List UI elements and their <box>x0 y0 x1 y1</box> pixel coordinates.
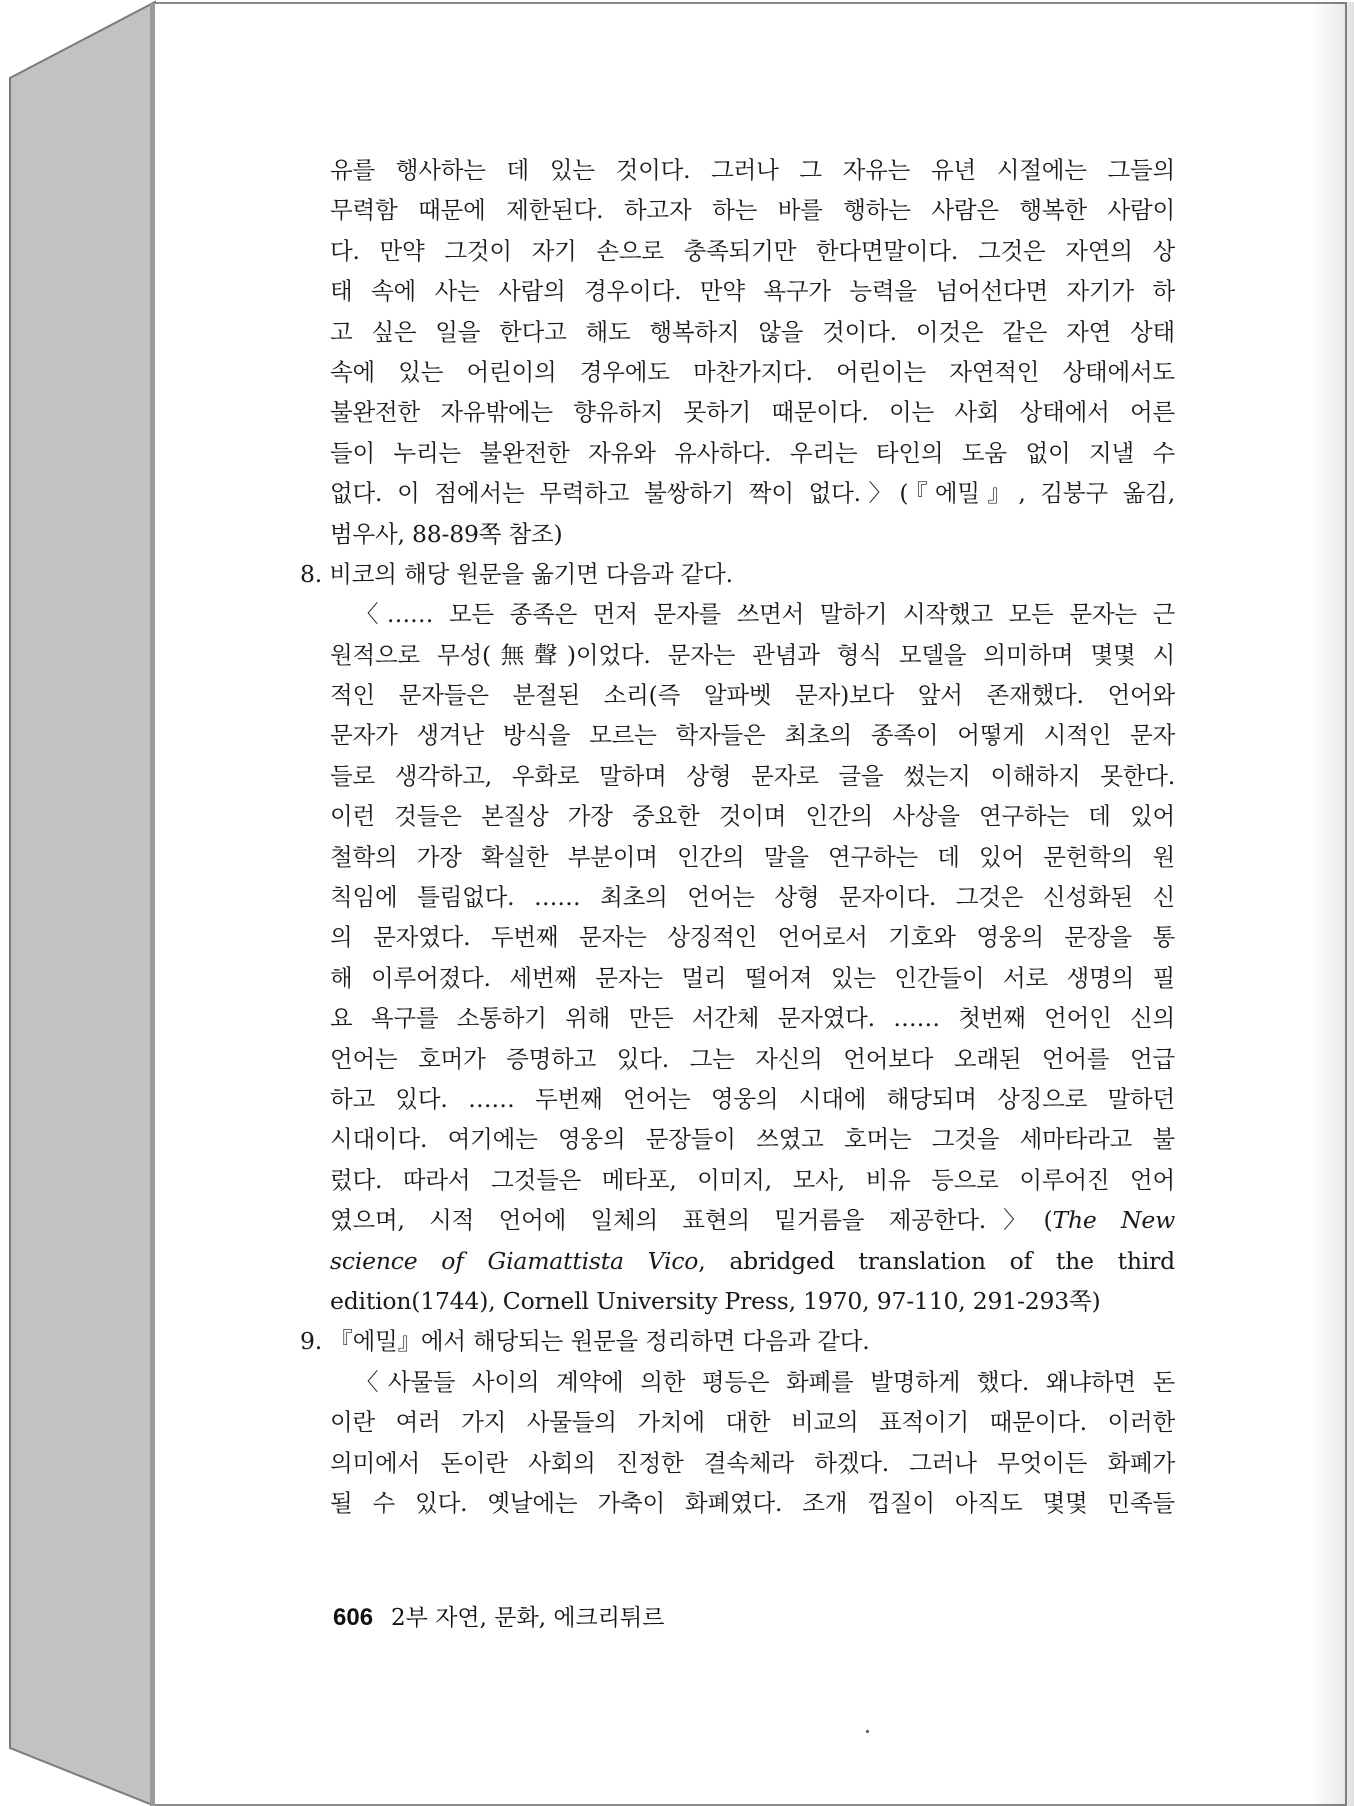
text-line: 원적으로 무성(無聲)이었다. 문자는 관념과 형식 모델을 의미하며 몇몇 시 <box>330 640 1175 669</box>
text-line: 칙임에 틀림없다. …… 최초의 언어는 상형 문자이다. 그것은 신성화된 신 <box>330 883 1175 912</box>
running-head: 2부 자연, 문화, 에크리튀르 <box>391 1605 665 1631</box>
text-line: 고 싶은 일을 한다고 해도 행복하지 않을 것이다. 이것은 같은 자연 상태 <box>330 317 1175 346</box>
text-line: edition(1744), Cornell University Press, 1970, 97-110, 291-293쪽) <box>330 1286 1101 1315</box>
text-segment: , abridged translation of the third <box>698 1246 1175 1275</box>
text-line: 될 수 있다. 옛날에는 가축이 화폐였다. 조개 껍질이 아직도 몇몇 민족들 <box>330 1488 1175 1517</box>
text-line: 의미에서 돈이란 사회의 진정한 결속체라 하겠다. 그러나 무엇이든 화폐가 <box>330 1448 1175 1477</box>
scan-speck <box>866 1730 869 1733</box>
text-line <box>330 1241 1175 1281</box>
text-line: 요 욕구를 소통하기 위해 만든 서간체 문자였다. …… 첫번째 언어인 신의 <box>330 1004 1175 1033</box>
page-footer <box>333 1600 664 1636</box>
text-line: 적인 문자들은 분절된 소리(즉 알파벳 문자)보다 앞서 존재했다. 언어와 <box>330 681 1175 710</box>
text-line: 언어는 호머가 증명하고 있다. 그는 자신의 언어보다 오래된 언어를 언급 <box>330 1044 1175 1073</box>
text-line <box>330 1200 1175 1240</box>
text-line: 철학의 가장 확실한 부분이며 인간의 말을 연구하는 데 있어 문헌학의 원 <box>330 842 1175 871</box>
book-title-italic: The New <box>1052 1206 1176 1235</box>
text-line: 들이 누리는 불완전한 자유와 유사하다. 우리는 타인의 도움 없이 지낼 수 <box>330 438 1175 467</box>
text-segment: 였으며, 시적 언어에 일체의 표현의 밑거름을 제공한다.〉( <box>330 1206 1053 1235</box>
text-line: 들로 생각하고, 우화로 말하며 상형 문자로 글을 썼는지 이해하지 못한다. <box>330 761 1175 790</box>
text-line: 해 이루어졌다. 세번째 문자는 멀리 떨어져 있는 인간들이 서로 생명의 필 <box>330 963 1175 992</box>
text-line: 다. 만약 그것이 자기 손으로 충족되기만 한다면말이다. 그것은 자연의 상 <box>330 236 1175 265</box>
text-line: 속에 있는 어린이의 경우에도 마찬가지다. 어린이는 자연적인 상태에서도 <box>330 357 1175 386</box>
text-line: 렀다. 따라서 그것들은 메타포, 이미지, 모사, 비유 등으로 이루어진 언어 <box>330 1165 1175 1194</box>
page-body-text <box>300 150 1176 1523</box>
note-9-heading: 9. 『에밀』에서 해당되는 원문을 정리하면 다음과 같다. <box>300 1327 870 1356</box>
text-line: 태 속에 사는 사람의 경우이다. 만약 욕구가 능력을 넘어선다면 자기가 하 <box>330 277 1175 306</box>
text-line: 불완전한 자유밖에는 향유하지 못하기 때문이다. 이는 사회 상태에서 어른 <box>330 398 1175 427</box>
book-side-edge <box>0 0 160 1806</box>
note-8-heading: 8. 비코의 해당 원문을 옮기면 다음과 같다. <box>300 559 733 588</box>
text-line: 〈사물들 사이의 계약에 의한 평등은 화폐를 발명하게 했다. 왜냐하면 돈 <box>355 1367 1175 1396</box>
text-line: 이란 여러 가지 사물들의 가치에 대한 비교의 표적이기 때문이다. 이러한 <box>330 1408 1175 1437</box>
text-line: 없다. 이 점에서는 무력하고 불쌍하기 짝이 없다.〉(『에밀』, 김붕구 옮김, <box>330 479 1175 508</box>
text-line: 유를 행사하는 데 있는 것이다. 그러나 그 자유는 유년 시절에는 그들의 <box>330 156 1175 184</box>
text-line: 범우사, 88-89쪽 참조) <box>330 519 563 548</box>
page-number: 606 <box>333 1604 374 1631</box>
text-line: 문자가 생겨난 방식을 모르는 학자들은 최초의 종족이 어떻게 시적인 문자 <box>330 721 1175 750</box>
text-line: 시대이다. 여기에는 영웅의 문장들이 쓰였고 호머는 그것을 세마타라고 불 <box>330 1125 1175 1154</box>
text-line: 의 문자였다. 두번째 문자는 상징적인 언어로서 기호와 영웅의 문장을 통 <box>330 923 1175 952</box>
book-title-italic: science of Giamattista Vico <box>330 1246 699 1275</box>
text-line: 하고 있다. …… 두번째 언어는 영웅의 시대에 해당되며 상징으로 말하던 <box>330 1084 1175 1113</box>
text-line: 무력함 때문에 제한된다. 하고자 하는 바를 행하는 사람은 행복한 사람이 <box>330 196 1175 225</box>
text-line: 〈…… 모든 종족은 먼저 문자를 쓰면서 말하기 시작했고 모든 문자는 근 <box>355 600 1176 629</box>
text-line: 이런 것들은 본질상 가장 중요한 것이며 인간의 사상을 연구하는 데 있어 <box>330 802 1175 831</box>
page-edge-shadow <box>1310 2 1354 1806</box>
